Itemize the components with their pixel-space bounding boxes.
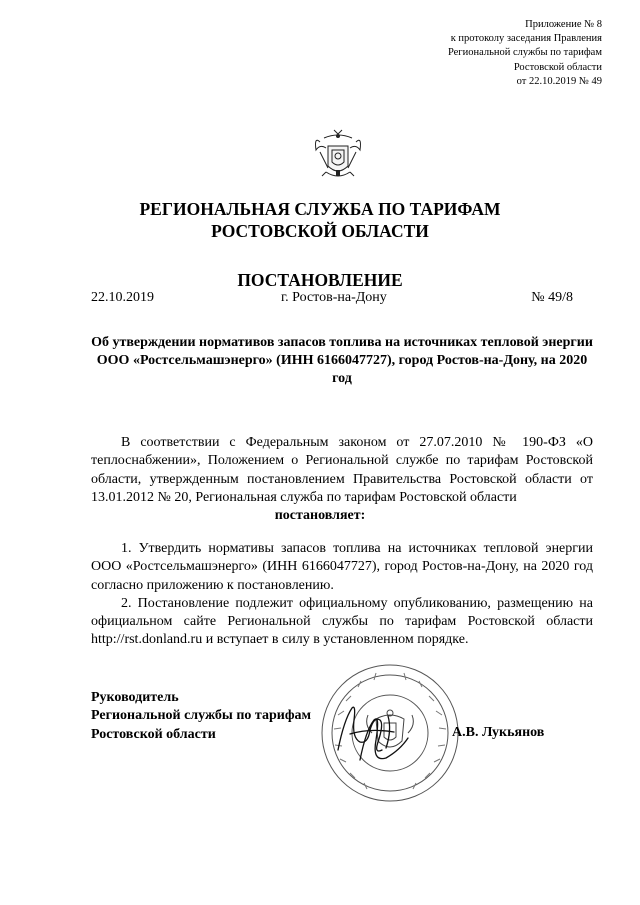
appendix-line: от 22.10.2019 № 49 bbox=[516, 75, 602, 87]
handwritten-signature-icon bbox=[330, 690, 420, 780]
document-city: г. Ростов-на-Дону bbox=[281, 290, 387, 305]
agency-line: РЕГИОНАЛЬНАЯ СЛУЖБА ПО ТАРИФАМ bbox=[139, 199, 501, 219]
resolution-item: 2. Постановление подлежит официальному опубликованию, размещению на официальном сайте Региональной службы по тарифам Ростовской области http://rst.donland.ru и вступает в силу в установленном порядке. bbox=[91, 595, 593, 648]
resolution-items bbox=[91, 540, 593, 650]
agency-line: РОСТОВСКОЙ ОБЛАСТИ bbox=[211, 221, 429, 241]
appendix-line: Приложение № 8 bbox=[525, 19, 602, 30]
signer-title-line: Региональной службы по тарифам bbox=[91, 708, 312, 724]
resolves-heading: постановляет: bbox=[274, 508, 366, 523]
appendix-line: Региональной службы по тарифам bbox=[447, 47, 602, 59]
appendix-line: к протоколу заседания Правления bbox=[450, 33, 602, 45]
signer-title-line: Руководитель bbox=[91, 690, 179, 705]
resolution-item: 1. Утвердить нормативы запасов топлива на источниках тепловой энергии ООО «Ростсельмашэнерго» (ИНН 6166047727), город Ростов-на-Дону, на 2020 год согласно приложению к постановлению. bbox=[91, 541, 593, 593]
signer-title-line: Ростовской области bbox=[91, 726, 216, 742]
signer-name: А.В. Лукьянов bbox=[452, 725, 545, 740]
document-number: № 49/8 bbox=[531, 290, 573, 305]
agency-title bbox=[0, 198, 640, 242]
signer-title bbox=[91, 689, 311, 744]
coat-of-arms-icon bbox=[312, 128, 364, 184]
appendix-note bbox=[448, 18, 602, 89]
preamble-paragraph: В соответствии с Федеральным законом от 27.07.2010 № 190-ФЗ «О теплоснабжении», Положением о Региональной службе по тарифам Ростовской области, утвержденным постановлением Правительства Ростовской области от 13.01.2012 № 20, Региональная служба по тарифам Ростовской области bbox=[91, 435, 593, 505]
document-date: 22.10.2019 bbox=[91, 290, 154, 305]
document-type: ПОСТАНОВЛЕНИЕ bbox=[237, 270, 403, 290]
document-meta bbox=[91, 290, 573, 308]
appendix-line: Ростовской области bbox=[513, 61, 602, 73]
document-subject: Об утверждении нормативов запасов топлива на источниках тепловой энергии ООО «Ростсельмашэнерго» (ИНН 6166047727), город Ростов-на-Дону, на 2020 год bbox=[91, 335, 593, 386]
